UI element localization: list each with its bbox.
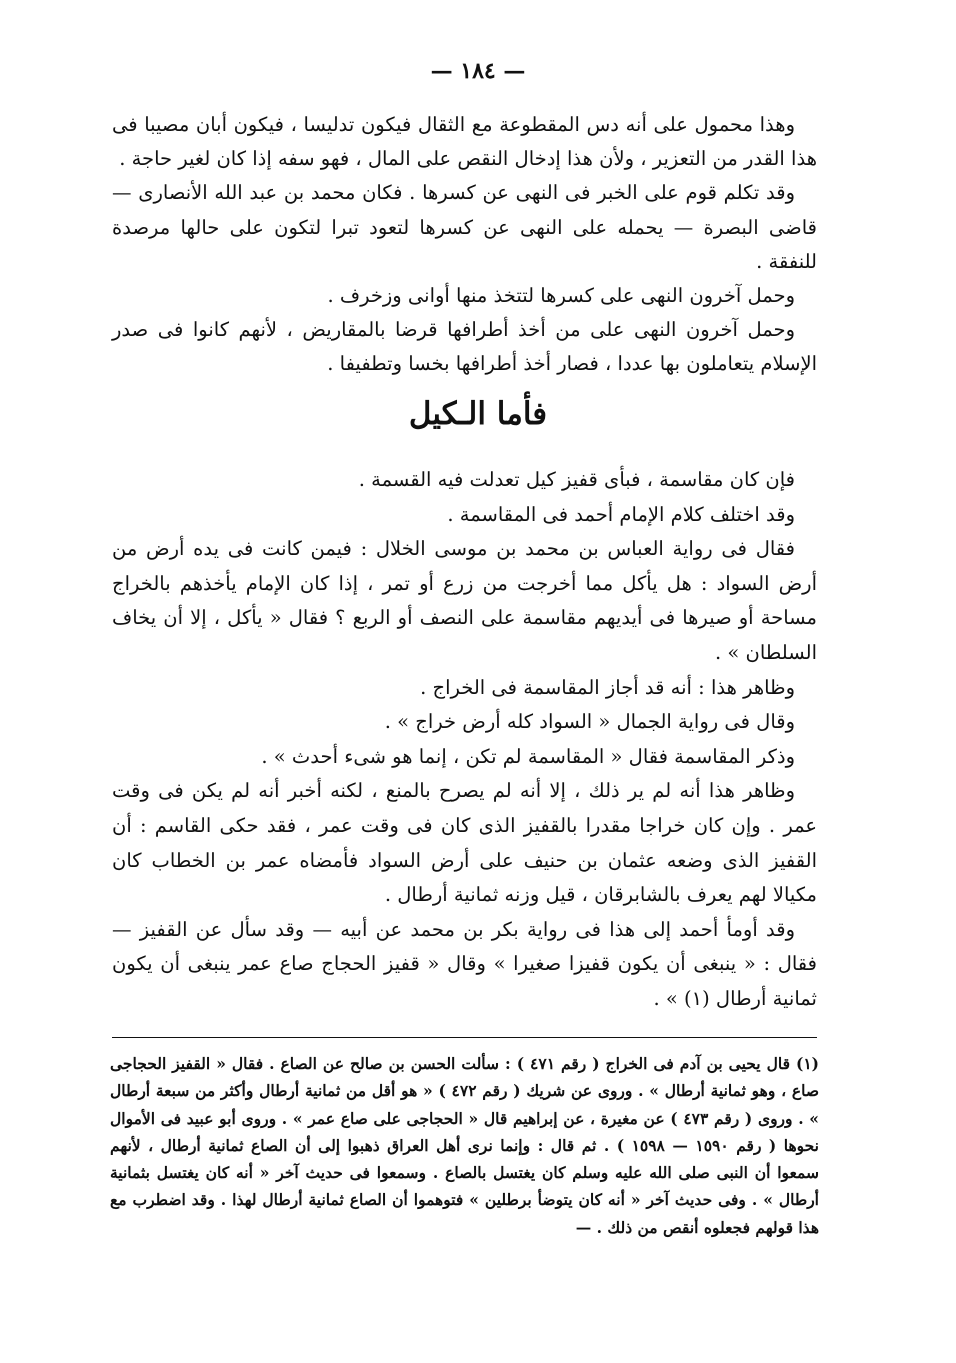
paragraph: وحمل آخرون النهى على كسرها لتتخذ منها أوانى وزخرف . — [327, 284, 795, 308]
paragraph: وقال فى رواية الجمال « السواد كله أرض خراج » . — [384, 710, 795, 734]
paragraph: وقد تكلم قوم على الخبر فى النهى عن كسرها . فكان محمد بن عبد الله الأنصارى — قاضى البصرة — يحمله على النهى عن كسرها لتعود تبرا لتكون على حالها مرصدة للنفقة . — [112, 181, 817, 273]
section-heading: فأما الـكيل — [408, 396, 548, 432]
section-text — [112, 463, 817, 1017]
paragraph: وقد أومأ أحمد إلى هذا فى رواية بكر بن محمد عن أبيه — وقد سأل عن القفيز — فقال : « ينبغى أن يكون قفيزا صغيرا » وقال « قفيز الحجاج صاع عمر ينبغى أن يكون ثمانية أرطال (١) » . — [112, 917, 817, 1010]
paragraph: وهذا محمول على أنه دس المقطوعة مع الثقال فيكون تدليسا ، فيكون أبان مصيبا فى هذا القدر من التعزير ، ولأن هذا إدخال النقص على المال ، فهو سفه إذا كان لغير حاجة . — [112, 113, 817, 171]
footnote: (١) قال يحيى بن آدم فى الخراج ( رقم ٤٧١ ) : سألت الحسن بن صالح عن الصاع . فقال « القفيز الحجاجى صاع ، وهو ثمانية أرطال » . وروى عن شريك ( رقم ٤٧٢ ) « هو أقل من ثمانية أرطال وأكثر من سبعة أرطال » . وروى ( رقم ٤٧٣ ) عن مغيرة ، عن إبراهيم قال « الحجاجى على صاع عمر » . وروى أبو عبيد فى الأموال نحوها ( رقم ١٥٩٠ — ١٥٩٨ ) . ثم قال : وإنما نرى أهل العراق ذهبوا إلى أن الصاع ثمانية أرطال ، لأنهم سمعوا أن النبى صلى الله عليه وسلم كان يغتسل بالصاع . وسمعوا فى حديث آخر « أنه كان يغتسل بثمانية أرطال » . وفى حديث آخر « أنه كان يتوضأ برطلين » فتوهموا أن الصاع ثمانية أرطال لهذا . وقد اضطرب مع هذا قولهم فجعلوه أنقص من ذلك . — — [110, 1054, 819, 1237]
footnote-divider — [112, 1037, 817, 1038]
paragraph: وذكر المقاسمة فقال « المقاسمة لم تكن ، إنما هو شىء أحدث » . — [261, 744, 795, 768]
footnotes — [110, 1050, 819, 1241]
page-number: — ١٨٤ — — [430, 58, 526, 84]
paragraph: وقد اختلف كلام الإمام أحمد فى المقاسمة . — [447, 502, 795, 526]
paragraph: وظاهر هذا : أنه قد أجاز المقاسمة فى الخراج . — [420, 675, 795, 699]
paragraph: وظاهر هذا أنه لم ير ذلك ، إلا أنه لم يصرح بالمنع ، لكنه أخبر أنه لم يكن فى وقت عمر . وإن كان خراجا مقدرا بالقفيز الذى كان فى وقت عمر ، فقد حكى القاسم : أن القفيز الذى وضعه عثمان بن حنيف على أرض السواد فأمضاه عمر بن الخطاب كان مكيالا لهم يعرف بالشابرقان ، قيل وزنه ثمانية أرطال . — [112, 779, 817, 907]
paragraph: وحمل آخرون النهى على من أخذ أطرافها قرضا بالمقاريض ، لأنهم كانوا فى صدر الإسلام يتعاملون بها عددا ، فصار أخذ أطرافها بخسا وتطفيفا . — [112, 318, 817, 376]
intro-text — [112, 108, 817, 382]
paragraph: فإن كان مقاسمة ، فبأى قفيز كيل تعدلت فيه القسمة . — [358, 468, 795, 491]
paragraph: فقال فى رواية العباس بن محمد بن موسى الخلال : فيمن كانت فى يده أرض من أرض السواد : هل يأكل مما أخرجت من زرع أو تمر ، إذا كان الإمام يأخذهم بالخراج مساحة أو صيرها فى أيديهم مقاسمة على النصف أو الربع ؟ فقال « يأكل ، إلا أن يخاف السلطان » . — [112, 537, 817, 664]
